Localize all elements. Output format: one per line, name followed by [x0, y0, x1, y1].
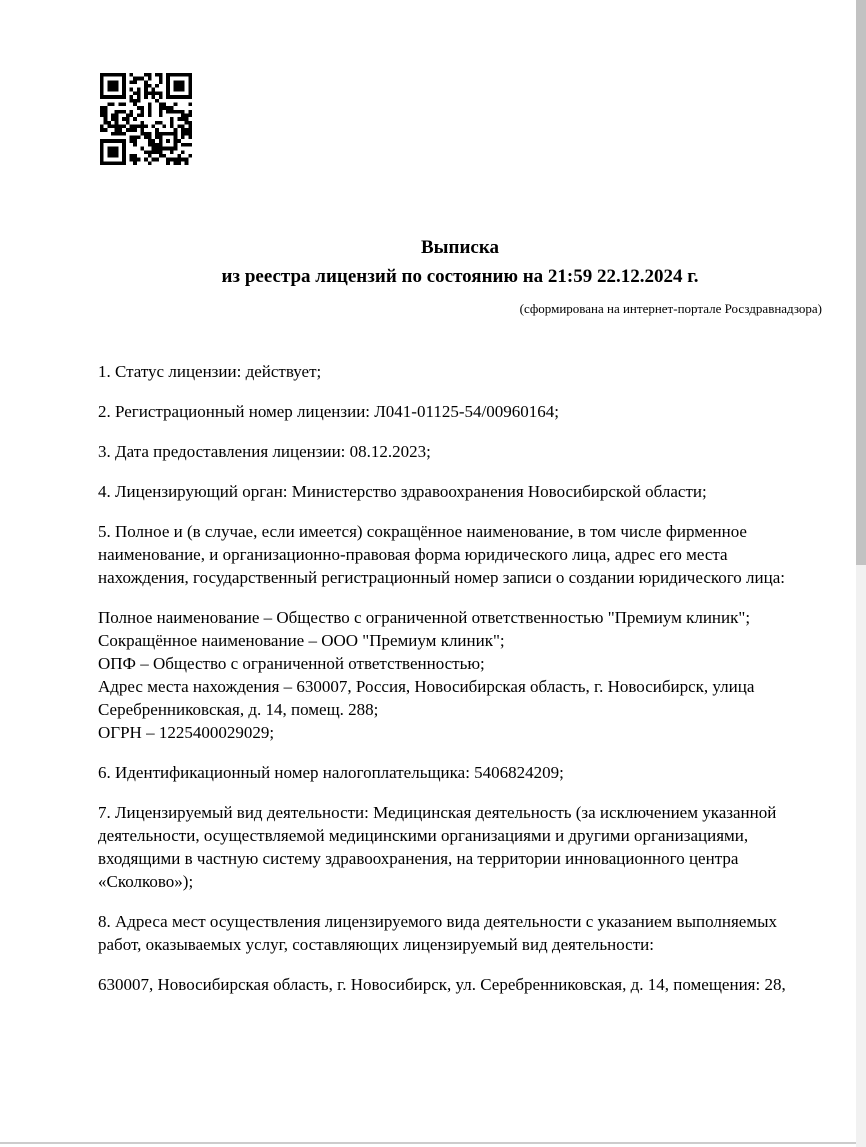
text-line: 1. Статус лицензии: действует; — [98, 362, 322, 381]
paragraph — [98, 910, 822, 956]
text-line: Адрес места нахождения – 630007, Россия, Новосибирская область, г. Новосибирск, улица — [98, 677, 755, 696]
text-line: 8. Адреса мест осуществления лицензируемого вида деятельности с указанием выполняемых — [98, 912, 777, 931]
text-line: деятельности, осуществляемой медицинскими организациями и другими организациями, — [98, 826, 749, 845]
text-line: Полное наименование – Общество с ограниченной ответственностью "Премиум клиник"; — [98, 608, 751, 627]
text-line: 7. Лицензируемый вид деятельности: Медицинская деятельность (за исключением указанной — [98, 803, 777, 822]
text-line: Серебренниковская, д. 14, помещ. 288; — [98, 700, 379, 719]
paragraph — [98, 440, 822, 463]
document-body — [98, 360, 822, 996]
text-line: ОГРН – 1225400029029; — [98, 723, 275, 742]
text-line: 5. Полное и (в случае, если имеется) сокращённое наименование, в том числе фирменное — [98, 522, 747, 541]
text-line: 6. Идентификационный номер налогоплательщика: 5406824209; — [98, 763, 564, 782]
text-line: работ, оказываемых услуг, составляющих лицензируемый вид деятельности: — [98, 935, 654, 954]
text-line: 3. Дата предоставления лицензии: 08.12.2023; — [98, 442, 431, 461]
text-line: Сокращённое наименование – ООО "Премиум клиник"; — [98, 631, 505, 650]
title-line-2: из реестра лицензий по состоянию на 21:59 22.12.2024 г. — [221, 266, 699, 287]
title-line-1: Выписка — [421, 237, 499, 258]
paragraph — [98, 973, 822, 996]
paragraph — [98, 761, 822, 784]
paragraph — [98, 606, 822, 744]
paragraph — [98, 480, 822, 503]
text-line: «Сколково»); — [98, 872, 194, 891]
generation-note: (сформирована на интернет-портале Росздравнадзора) — [519, 301, 822, 316]
text-line: ОПФ – Общество с ограниченной ответственностью; — [98, 654, 485, 673]
paragraph — [98, 360, 822, 383]
text-line: наименование, и организационно-правовая форма юридического лица, адрес его места — [98, 545, 728, 564]
text-line: 2. Регистрационный номер лицензии: Л041-01125-54/00960164; — [98, 402, 559, 421]
text-line: 4. Лицензирующий орган: Министерство здравоохранения Новосибирской области; — [98, 482, 707, 501]
paragraph — [98, 400, 822, 423]
scrollbar-thumb[interactable] — [856, 0, 866, 565]
text-line: 630007, Новосибирская область, г. Новосибирск, ул. Серебренниковская, д. 14, помещения: 28, — [98, 975, 786, 994]
document-title — [98, 233, 822, 291]
text-line: нахождения, государственный регистрационный номер записи о создании юридического лица: — [98, 568, 786, 587]
text-line: входящими в частную систему здравоохранения, на территории инновационного центра — [98, 849, 739, 868]
paragraph — [98, 520, 822, 589]
page-bottom-edge-line — [0, 1142, 856, 1144]
vertical-scrollbar[interactable] — [856, 0, 866, 1147]
paragraph — [98, 801, 822, 893]
